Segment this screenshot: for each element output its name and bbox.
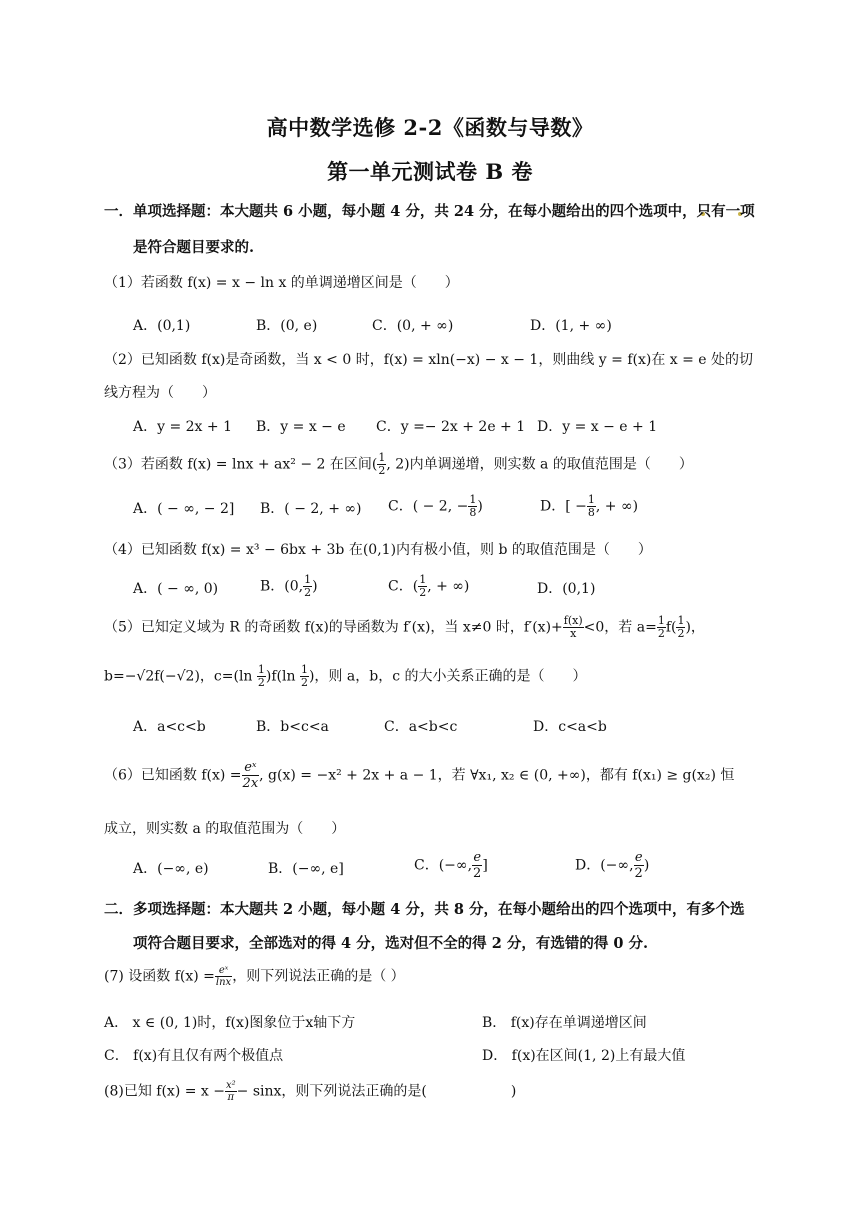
section2-heading: 二．多项选择题：本大题共 2 小题，每小题 4 分，共 8 分，在每小题给出的四个选项中，有多个选 [104,901,745,918]
question-8-stem: (8)已知 f(x) = x − $\frac{\text{x²}}{\pi}$ − sinx，则下列说法正确的是( ) [104,1080,517,1103]
page-title: 高中数学选修 2-2《函数与导数》 [266,115,594,140]
question-5-stem-cont: b=−√2f(−√2)，c=(ln $\frac{1}{2}$ )f(ln $\frac{1}{2}$ )，则 a，b，c 的大小关系正确的是（ ） [104,663,587,689]
question-3-option-b[interactable]: B．( − 2, + ∞) [260,501,362,517]
fraction: $\frac{1}{2}$ [657,614,665,640]
question-1-option-d[interactable]: D．(1, + ∞) [530,318,612,334]
fraction: $\frac{1}{2}$ [304,573,312,599]
question-1-option-a[interactable]: A．(0,1) [133,318,191,334]
question-2-option-c[interactable]: C．y =− 2x + 2e + 1 [376,419,526,435]
fraction: $\frac{1}{2}$ [300,663,308,689]
question-4-option-d[interactable]: D．(0,1) [537,581,596,597]
question-3-stem-pre: （3）若函数 f(x) = lnx + ax² − 2 在区间( [104,456,378,473]
question-6-option-c[interactable]: C．(−∞, $\frac{e}{2}$ ] [414,850,488,881]
question-6-option-b[interactable]: B．(−∞, e] [268,861,344,877]
question-2-stem-cont: 线方程为（ ） [104,385,216,401]
question-2-option-d[interactable]: D．y = x − e + 1 [537,419,658,435]
section2-heading-cont: 项符合题目要求，全部选对的得 4 分，选对但不全的得 2 分，有选错的得 0 分. [133,935,649,952]
fraction: $\frac{1}{2}$ [419,573,427,599]
question-6-stem: （6）已知函数 f(x) = $\frac{\text{eˣ}}{2x}$ , g(x) = −x² + 2x + a − 1，若 ∀x₁, x₂ ∈ (0, +∞)，都有 f(x₁) ≥ g(x₂) 恒 [104,760,735,791]
fraction: $\frac{1}{2}$ [378,451,386,477]
question-5-option-a[interactable]: A．a<c<b [133,719,206,735]
question-3-option-d[interactable]: D．[ − $\frac{1}{8}$ , + ∞) [540,493,639,519]
question-4-option-c[interactable]: C．( $\frac{1}{2}$ , + ∞) [388,573,470,599]
question-5-option-c[interactable]: C．a<b<c [384,719,458,735]
fraction: $\frac{\text{eˣ}}{\ln x}$ [215,965,232,988]
question-2-option-a[interactable]: A．y = 2x + 1 [133,419,232,435]
question-7-option-d[interactable]: D． f(x)在区间(1, 2)上有最大值 [482,1048,686,1064]
fraction: $\frac{f(x)}{x}$ [563,614,583,640]
fraction: $\frac{1}{2}$ [677,614,685,640]
fraction: $\frac{1}{2}$ [257,663,265,689]
section1-heading-cont: 是符合题目要求的. [133,239,255,256]
fraction: $\frac{e}{2}$ [634,850,643,881]
fraction: $\frac{\text{x²}}{\pi}$ [226,1080,236,1103]
question-3-option-a[interactable]: A．( − ∞, − 2] [133,501,235,517]
question-3-stem [104,452,693,477]
question-7-stem: (7) 设函数 f(x) = $\frac{\text{eˣ}}{\ln x}$ ，则下列说法正确的是（ ） [104,965,405,988]
question-4-stem: （4）已知函数 f(x) = x³ − 6bx + 3b 在(0,1)内有极小值，则 b 的取值范围是（ ） [104,542,652,558]
question-5-stem: （5）已知定义域为 R 的奇函数 f(x)的导函数为 f′(x)，当 x≠0 时，f′(x)+ $\frac{f(x)}{x}$ <0，若 a= $\frac{1}{2}$ f( $\frac{1}{2}$ )， [104,614,705,640]
fraction: $\frac{e}{2}$ [473,850,482,881]
fraction: $\frac{1}{8}$ [469,493,477,519]
question-7-option-c[interactable]: C． f(x)有且仅有两个极值点 [104,1048,284,1064]
question-1-stem: （1）若函数 f(x) = x − ln x 的单调递增区间是（ ） [104,275,459,291]
page-subtitle: 第一单元测试卷 B 卷 [327,159,533,184]
question-5-option-d[interactable]: D．c<a<b [533,719,607,735]
question-6-option-d[interactable]: D．(−∞, $\frac{e}{2}$ ) [575,850,650,881]
question-7-option-a[interactable]: A． x ∈ (0, 1)时，f(x)图象位于x轴下方 [104,1015,356,1031]
question-6-option-a[interactable]: A．(−∞, e) [133,861,209,877]
question-2-stem: （2）已知函数 f(x)是奇函数，当 x < 0 时，f(x) = xln(−x) − x − 1，则曲线 y = f(x)在 x = e 处的切 [104,352,754,368]
question-7-option-b[interactable]: B． f(x)存在单调递增区间 [482,1015,647,1031]
fraction: $\frac{1}{8}$ [587,493,595,519]
section1-heading: 一．单项选择题：本大题共 6 小题，每小题 4 分，共 24 分，在每小题给出的四个选项中，只有一项 [104,203,755,220]
question-3-stem-post: , 2)内单调递增，则实数 a 的取值范围是（ ） [386,456,693,473]
question-4-option-b[interactable]: B．(0, $\frac{1}{2}$ ) [260,573,318,599]
question-5-option-b[interactable]: B．b<c<a [256,719,329,735]
question-1-option-c[interactable]: C．(0, + ∞) [372,318,454,334]
question-4-option-a[interactable]: A．( − ∞, 0) [133,581,219,597]
fraction: $\frac{\text{eˣ}}{2x}$ [242,760,259,791]
question-3-option-c[interactable]: C．( − 2, − $\frac{1}{8}$ ) [388,493,483,519]
question-6-stem-cont: 成立，则实数 a 的取值范围为（ ） [104,821,346,837]
question-1-option-b[interactable]: B．(0, e) [256,318,318,334]
question-2-option-b[interactable]: B．y = x − e [256,419,346,435]
